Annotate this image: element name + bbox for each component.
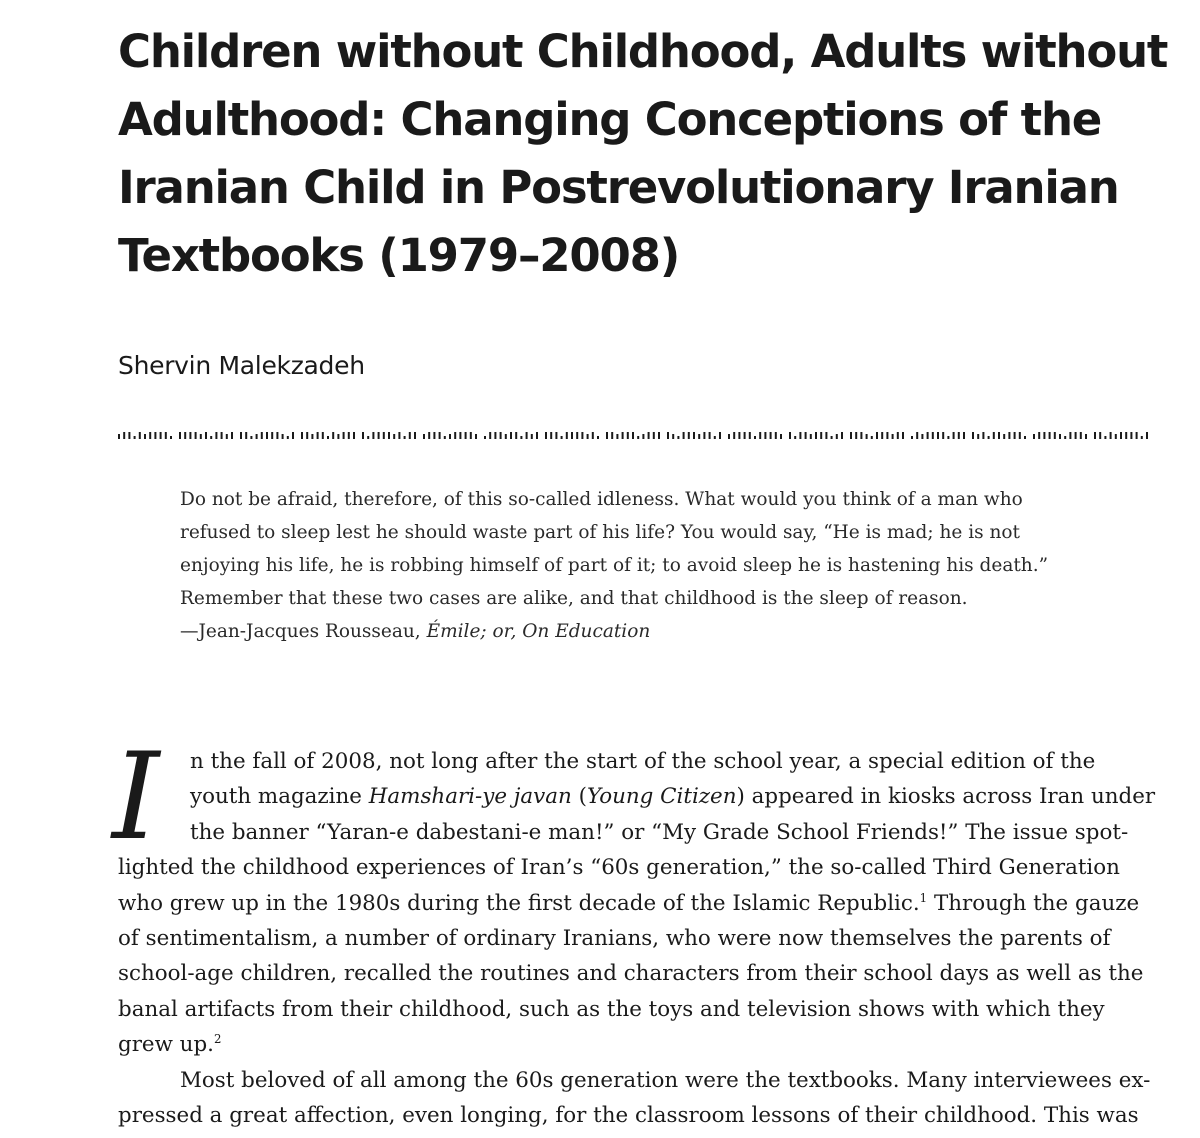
divider-tick bbox=[714, 436, 716, 439]
divider-tick bbox=[195, 432, 197, 439]
divider-tick bbox=[276, 432, 278, 439]
divider-tick bbox=[820, 432, 822, 439]
divider-tick bbox=[982, 432, 984, 439]
divider-tick bbox=[993, 432, 995, 439]
divider-tick bbox=[698, 434, 700, 439]
drop-cap: I bbox=[112, 728, 160, 867]
divider-tick bbox=[632, 432, 634, 439]
divider-tick bbox=[317, 432, 319, 439]
divider-tick bbox=[367, 436, 369, 439]
divider-tick bbox=[911, 436, 913, 439]
divider-tick bbox=[1059, 434, 1061, 439]
divider-tick bbox=[256, 434, 258, 439]
body-line: Most beloved of all among the 60s generation were the textbooks. Many interviewees ex- bbox=[180, 1067, 1151, 1093]
text-span: youth magazine bbox=[190, 784, 369, 810]
divider-tick bbox=[1064, 436, 1066, 439]
divider-tick bbox=[123, 432, 125, 439]
divider-tick bbox=[789, 432, 791, 439]
author-name: Shervin Malekzadeh bbox=[118, 351, 365, 380]
title-line: Textbooks (1979–2008) bbox=[118, 229, 680, 282]
divider-tick bbox=[921, 434, 923, 439]
divider-tick bbox=[454, 432, 456, 439]
divider-tick bbox=[728, 434, 730, 439]
divider-tick bbox=[561, 436, 563, 439]
divider-tick bbox=[449, 434, 451, 439]
divider-tick bbox=[719, 432, 721, 439]
epigraph-line: enjoying his life, he is robbing himself of part of it; to avoid sleep he is hastening his death.” bbox=[180, 555, 1049, 576]
divider-tick bbox=[1094, 432, 1096, 439]
divider-tick bbox=[200, 434, 202, 439]
divider-tick bbox=[484, 436, 486, 439]
divider-tick bbox=[165, 432, 167, 439]
divider-tick bbox=[871, 436, 873, 439]
text-span: grew up. bbox=[118, 1032, 214, 1058]
divider-tick bbox=[292, 432, 294, 439]
body-text bbox=[118, 744, 1158, 1133]
divider-tick bbox=[475, 434, 477, 439]
divider-tick bbox=[282, 434, 284, 439]
divider-tick bbox=[1080, 432, 1082, 439]
divider-tick bbox=[144, 434, 146, 439]
divider-tick bbox=[409, 432, 411, 439]
divider-tick bbox=[332, 432, 334, 439]
divider-tick bbox=[393, 434, 395, 439]
divider-tick bbox=[134, 436, 136, 439]
divider-tick bbox=[953, 432, 955, 439]
divider-tick bbox=[693, 432, 695, 439]
divider-tick bbox=[942, 432, 944, 439]
divider-tick bbox=[1136, 432, 1138, 439]
text-span: ) appeared in kiosks across Iran under bbox=[736, 784, 1156, 810]
divider-tick bbox=[932, 432, 934, 439]
divider-tick bbox=[622, 432, 624, 439]
footnote-ref[interactable]: 1 bbox=[919, 890, 928, 905]
body-line: lighted the childhood experiences of Iran’s “60s generation,” the so-called Third Generation bbox=[118, 855, 1120, 881]
divider-tick bbox=[1141, 436, 1143, 439]
divider-tick bbox=[1130, 432, 1132, 439]
divider-tick bbox=[927, 432, 929, 439]
divider-tick bbox=[1069, 432, 1071, 439]
divider-tick bbox=[139, 432, 141, 439]
divider-tick bbox=[388, 432, 390, 439]
divider-tick bbox=[240, 432, 242, 439]
divider-tick bbox=[205, 432, 207, 439]
divider-tick bbox=[215, 432, 217, 439]
divider-tick bbox=[149, 432, 151, 439]
divider-tick bbox=[805, 432, 807, 439]
divider-tick bbox=[221, 432, 223, 439]
divider-tick bbox=[988, 436, 990, 439]
epigraph-line: Remember that these two cases are alike, and that childhood is the sleep of reason. bbox=[180, 588, 968, 609]
divider-tick bbox=[810, 434, 812, 439]
divider-tick bbox=[337, 434, 339, 439]
divider-tick bbox=[118, 434, 120, 439]
divider-tick bbox=[963, 432, 965, 439]
divider-tick bbox=[876, 432, 878, 439]
divider-tick bbox=[653, 432, 655, 439]
divider-tick bbox=[210, 436, 212, 439]
divider-tick bbox=[128, 432, 130, 439]
divider-tick bbox=[850, 432, 852, 439]
divider-tick bbox=[1054, 432, 1056, 439]
divider-tick bbox=[571, 432, 573, 439]
body-line: n the fall of 2008, not long after the start of the school year, a special edition of the bbox=[190, 749, 1096, 774]
divider-tick bbox=[916, 432, 918, 439]
divider-tick bbox=[322, 432, 324, 439]
divider-tick bbox=[226, 434, 228, 439]
divider-tick bbox=[749, 432, 751, 439]
body-line: the banner “Yaran-e dabestani-e man!” or “My Grade School Friends!” The issue spot- bbox=[190, 819, 1129, 845]
divider-tick bbox=[1033, 434, 1035, 439]
divider-tick bbox=[606, 432, 608, 439]
divider-tick bbox=[510, 432, 512, 439]
divider-tick bbox=[627, 432, 629, 439]
divider-tick bbox=[301, 432, 303, 439]
divider-tick bbox=[866, 434, 868, 439]
body-line: pressed a great affection, even longing, for the classroom lessons of their childhood. This was bbox=[118, 1102, 1139, 1128]
article-title bbox=[118, 18, 1168, 290]
divider-tick bbox=[1003, 434, 1005, 439]
divider-tick bbox=[581, 432, 583, 439]
divider-tick bbox=[383, 432, 385, 439]
body-line bbox=[118, 886, 1158, 921]
divider-tick bbox=[733, 432, 735, 439]
divider-tick bbox=[189, 432, 191, 439]
divider-tick bbox=[515, 432, 517, 439]
divider-tick bbox=[886, 432, 888, 439]
divider-tick bbox=[977, 434, 979, 439]
divider-tick bbox=[637, 436, 639, 439]
divider-tick bbox=[648, 432, 650, 439]
divider-tick bbox=[459, 432, 461, 439]
epigraph-attribution bbox=[180, 615, 1100, 648]
divider-tick bbox=[531, 434, 533, 439]
divider-tick bbox=[616, 434, 618, 439]
divider-tick bbox=[860, 432, 862, 439]
divider-tick bbox=[362, 432, 364, 439]
divider-tick bbox=[250, 436, 252, 439]
divider-tick bbox=[1038, 432, 1040, 439]
magazine-translation: Young Citizen bbox=[586, 784, 737, 810]
divider-tick bbox=[825, 432, 827, 439]
divider-tick bbox=[972, 432, 974, 439]
divider-tick bbox=[688, 432, 690, 439]
attribution-author: —Jean-Jacques Rousseau, bbox=[180, 621, 427, 642]
divider-tick bbox=[343, 432, 345, 439]
text-span: who grew up in the 1980s during the first decade of the Islamic Republic. bbox=[118, 890, 920, 916]
divider-tick bbox=[1125, 432, 1127, 439]
divider-tick bbox=[770, 432, 772, 439]
divider-tick bbox=[545, 432, 547, 439]
divider-tick bbox=[902, 432, 904, 439]
divider-tick bbox=[672, 434, 674, 439]
divider-tick bbox=[489, 432, 491, 439]
title-line: Children without Childhood, Adults without bbox=[118, 25, 1168, 78]
divider-tick bbox=[815, 432, 817, 439]
divider-tick bbox=[536, 432, 538, 439]
divider-tick bbox=[311, 434, 313, 439]
divider-tick bbox=[1146, 432, 1148, 439]
divider-tick bbox=[744, 432, 746, 439]
divider-tick bbox=[703, 432, 705, 439]
divider-tick bbox=[398, 432, 400, 439]
divider-tick bbox=[306, 432, 308, 439]
divider-tick bbox=[470, 432, 472, 439]
divider-tick bbox=[465, 432, 467, 439]
divider-tick bbox=[576, 432, 578, 439]
divider-tick bbox=[642, 434, 644, 439]
text-span: ( bbox=[571, 784, 587, 810]
divider-tick bbox=[1099, 432, 1101, 439]
divider-tick bbox=[520, 436, 522, 439]
divider-tick bbox=[414, 432, 416, 439]
divider-tick bbox=[439, 432, 441, 439]
divider-tick bbox=[500, 432, 502, 439]
divider-tick bbox=[1120, 432, 1122, 439]
divider-tick bbox=[947, 436, 949, 439]
divider-tick bbox=[592, 432, 594, 439]
divider-tick bbox=[1115, 434, 1117, 439]
divider-tick bbox=[353, 432, 355, 439]
divider-tick bbox=[897, 432, 899, 439]
divider-tick bbox=[611, 432, 613, 439]
divider-tick bbox=[1104, 436, 1106, 439]
divider-tick bbox=[245, 432, 247, 439]
magazine-title: Hamshari-ye javan bbox=[368, 784, 572, 810]
divider-tick bbox=[154, 432, 156, 439]
divider-tick bbox=[799, 432, 801, 439]
divider-tick bbox=[855, 432, 857, 439]
divider-tick bbox=[231, 432, 233, 439]
divider-tick bbox=[1043, 432, 1045, 439]
ornamental-divider bbox=[118, 430, 1154, 440]
divider-tick bbox=[658, 432, 660, 439]
divider-tick bbox=[677, 436, 679, 439]
divider-tick bbox=[881, 432, 883, 439]
divider-tick bbox=[1085, 434, 1087, 439]
divider-tick bbox=[831, 436, 833, 439]
divider-tick bbox=[836, 434, 838, 439]
divider-tick bbox=[170, 436, 172, 439]
divider-tick bbox=[1024, 436, 1026, 439]
footnote-ref[interactable]: 2 bbox=[213, 1031, 222, 1046]
divider-tick bbox=[892, 434, 894, 439]
divider-tick bbox=[555, 432, 557, 439]
divider-tick bbox=[738, 432, 740, 439]
title-line: Adulthood: Changing Conceptions of the bbox=[118, 93, 1102, 146]
divider-tick bbox=[327, 436, 329, 439]
divider-tick bbox=[683, 432, 685, 439]
divider-tick bbox=[266, 432, 268, 439]
divider-tick bbox=[937, 432, 939, 439]
title-line: Iranian Child in Postrevolutionary Iranian bbox=[118, 161, 1119, 214]
divider-tick bbox=[1075, 432, 1077, 439]
divider-tick bbox=[1014, 432, 1016, 439]
divider-tick bbox=[550, 432, 552, 439]
divider-tick bbox=[179, 432, 181, 439]
divider-tick bbox=[1008, 432, 1010, 439]
divider-tick bbox=[841, 432, 843, 439]
divider-tick bbox=[287, 436, 289, 439]
divider-tick bbox=[587, 434, 589, 439]
divider-tick bbox=[271, 432, 273, 439]
body-line bbox=[118, 779, 1158, 814]
divider-tick bbox=[780, 434, 782, 439]
epigraph-line: refused to sleep lest he should waste part of his life? You would say, “He is mad; he is not bbox=[180, 522, 1020, 543]
divider-tick bbox=[775, 432, 777, 439]
divider-tick bbox=[1049, 432, 1051, 439]
divider-tick bbox=[184, 432, 186, 439]
text-span: Through the gauze bbox=[927, 890, 1140, 916]
body-line: banal artifacts from their childhood, such as the toys and television shows with which they bbox=[118, 996, 1105, 1022]
divider-tick bbox=[526, 432, 528, 439]
divider-tick bbox=[794, 436, 796, 439]
divider-tick bbox=[667, 432, 669, 439]
epigraph-line: Do not be afraid, therefore, of this so-called idleness. What would you think of a man who bbox=[180, 489, 1023, 510]
divider-tick bbox=[494, 432, 496, 439]
divider-tick bbox=[372, 432, 374, 439]
divider-tick bbox=[423, 434, 425, 439]
divider-tick bbox=[764, 432, 766, 439]
divider-tick bbox=[444, 436, 446, 439]
body-line: of sentimentalism, a number of ordinary Iranians, who were now themselves the parents of bbox=[118, 925, 1111, 951]
divider-tick bbox=[378, 432, 380, 439]
attribution-work: Émile; or, On Education bbox=[426, 621, 651, 642]
divider-tick bbox=[998, 432, 1000, 439]
body-line bbox=[118, 1027, 1158, 1062]
divider-tick bbox=[1110, 432, 1112, 439]
epigraph bbox=[180, 483, 1100, 648]
divider-tick bbox=[754, 436, 756, 439]
divider-tick bbox=[1019, 432, 1021, 439]
divider-tick bbox=[958, 432, 960, 439]
divider-tick bbox=[404, 436, 406, 439]
divider-tick bbox=[433, 432, 435, 439]
divider-tick bbox=[261, 432, 263, 439]
divider-tick bbox=[160, 432, 162, 439]
divider-tick bbox=[428, 432, 430, 439]
divider-tick bbox=[759, 432, 761, 439]
divider-tick bbox=[505, 434, 507, 439]
divider-tick bbox=[597, 436, 599, 439]
divider-tick bbox=[566, 432, 568, 439]
divider-tick bbox=[709, 432, 711, 439]
divider-tick bbox=[348, 432, 350, 439]
body-line: school-age children, recalled the routines and characters from their school days as well as the bbox=[118, 961, 1144, 987]
